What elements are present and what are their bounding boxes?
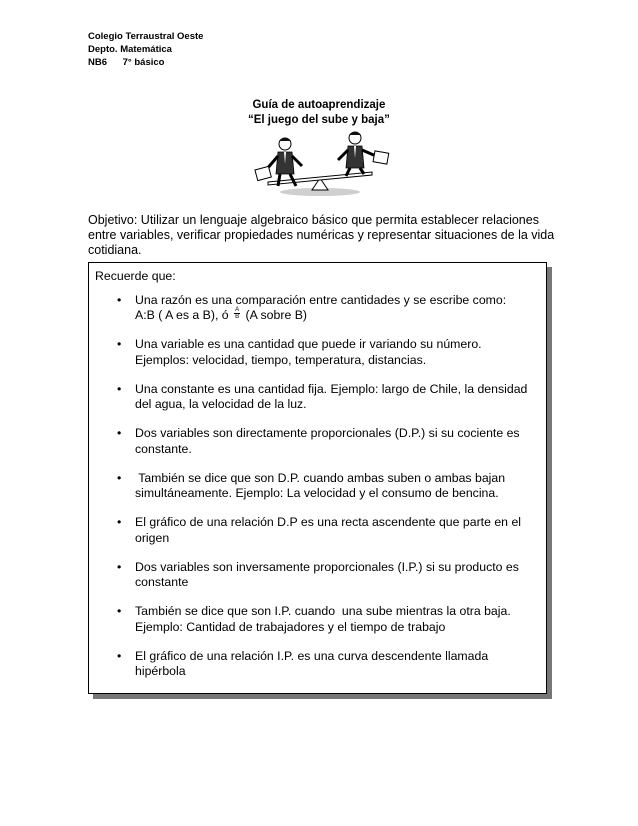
rule-text-line2: constante. bbox=[135, 441, 192, 456]
rule-text-line1: También se dice que son I.P. cuando una sube mientras la otra baja. bbox=[135, 604, 511, 618]
rules-list bbox=[95, 293, 542, 680]
rule-item-dp-grafico bbox=[95, 515, 542, 546]
level-code: NB6 bbox=[88, 57, 108, 68]
rule-text-line2: Ejemplo: Cantidad de trabajadores y el tiempo de trabajo bbox=[135, 619, 446, 634]
rule-text-line2: origen bbox=[135, 530, 170, 545]
recuerde-box bbox=[88, 262, 547, 694]
rule-text-line2: Ejemplos: velocidad, tiempo, temperatura, distancias. bbox=[135, 352, 427, 367]
rule-text-line2: constante bbox=[135, 575, 189, 589]
rule-text-line1: Dos variables son inversamente proporcionales (I.P.) si su producto es bbox=[135, 559, 519, 574]
recuerde-heading: Recuerde que: bbox=[95, 269, 176, 283]
fraction-a-over-b bbox=[234, 307, 240, 320]
bullet-icon: • bbox=[117, 515, 122, 529]
fraction-denominator: B bbox=[235, 314, 240, 321]
rule-item-dp-ambas bbox=[95, 471, 542, 502]
rule-text-line1: El gráfico de una relación I.P. es una curva descendente llamada bbox=[135, 648, 489, 663]
bullet-icon: • bbox=[117, 559, 122, 574]
bullet-icon: • bbox=[117, 381, 122, 396]
rule-text-line1: El gráfico de una relación D.P es una recta ascendente que parte en el bbox=[135, 515, 522, 529]
ratio-text-before: A:B ( A es a B), ó bbox=[135, 308, 233, 322]
rule-text-line2: hipérbola bbox=[135, 664, 186, 678]
rule-item-ip-sube-baja bbox=[95, 604, 542, 635]
ratio-text-after: (A sobre B) bbox=[242, 308, 308, 322]
fraction-numerator: A bbox=[235, 307, 240, 314]
guide-title bbox=[248, 98, 390, 128]
objective-paragraph: Objetivo: Utilizar un lenguaje algebraico básico que permita establecer relaciones entre variables, verificar propiedades numéricas y representar situaciones de la vida cotidiana. bbox=[88, 213, 555, 257]
rule-item-ip-grafico bbox=[95, 649, 542, 680]
document-header bbox=[88, 30, 203, 69]
bullet-icon: • bbox=[117, 604, 122, 618]
rule-item-dp bbox=[95, 426, 542, 457]
rule-text-line1: Una razón es una comparación entre cantidades y se escribe como: bbox=[135, 292, 507, 307]
ratio-notation bbox=[135, 308, 542, 324]
bullet-icon: • bbox=[117, 292, 122, 307]
bullet-icon: • bbox=[117, 648, 122, 663]
school-name: Colegio Terraustral Oeste bbox=[88, 31, 204, 42]
rule-text-line1: Dos variables son directamente proporcionales (D.P.) si su cociente es bbox=[135, 426, 520, 440]
bullet-icon: • bbox=[117, 337, 122, 351]
bullet-icon: • bbox=[117, 426, 122, 440]
department-name: Depto. Matemática bbox=[88, 44, 172, 55]
guide-title-line2: “El juego del sube y baja” bbox=[248, 114, 390, 126]
rule-text-line2: simultáneamente. Ejemplo: La velocidad y el consumo de bencina. bbox=[135, 486, 499, 500]
rule-item-razon bbox=[95, 293, 542, 324]
rule-text-line1: Una constante es una cantidad fija. Ejemplo: largo de Chile, la densidad bbox=[135, 381, 528, 396]
rule-text-line2: del agua, la velocidad de la luz. bbox=[135, 397, 307, 411]
seesaw-illustration bbox=[240, 130, 400, 200]
rule-text-line1: También se dice que son D.P. cuando ambas suben o ambas bajan bbox=[135, 470, 506, 485]
rule-item-constante bbox=[95, 382, 542, 413]
bullet-icon: • bbox=[117, 470, 122, 485]
guide-title-line1: Guía de autoaprendizaje bbox=[252, 99, 386, 111]
rule-text-line1: Una variable es una cantidad que puede ir variando su número. bbox=[135, 337, 482, 351]
rule-item-variable bbox=[95, 337, 542, 368]
rule-item-ip bbox=[95, 560, 542, 591]
grade-label: 7° básico bbox=[122, 57, 165, 68]
course-level bbox=[88, 56, 203, 69]
